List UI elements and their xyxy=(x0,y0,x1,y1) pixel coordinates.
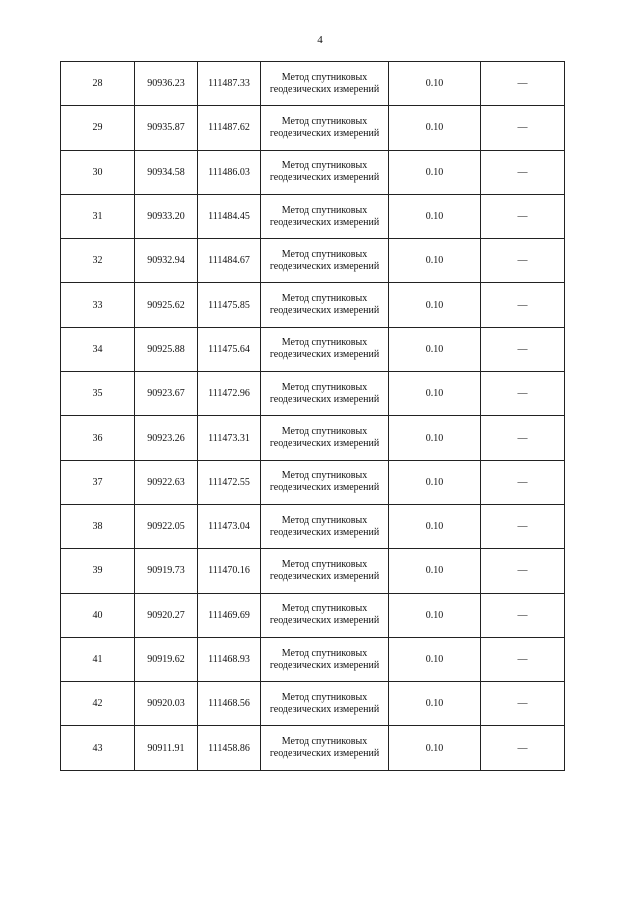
y-coordinate-cell: 111468.93 xyxy=(198,637,261,681)
method-line-1: Метод спутниковых xyxy=(281,736,368,748)
y-coordinate-cell: 111475.64 xyxy=(198,327,261,371)
x-coordinate-cell: 90923.67 xyxy=(135,372,198,416)
method-line-2: геодезических измерений xyxy=(269,615,380,627)
y-coordinate-cell: 111472.55 xyxy=(198,460,261,504)
note-cell: — xyxy=(481,283,565,327)
table-row xyxy=(61,372,565,416)
coordinates-table xyxy=(60,61,565,771)
method-line-1: Метод спутниковых xyxy=(281,71,368,83)
method-line-2: геодезических измерений xyxy=(269,526,380,538)
accuracy-cell: 0.10 xyxy=(389,150,481,194)
x-coordinate-cell: 90911.91 xyxy=(135,726,198,770)
y-coordinate-cell: 111468.56 xyxy=(198,682,261,726)
method-line-1: Метод спутниковых xyxy=(281,603,368,615)
point-number-cell: 37 xyxy=(61,460,135,504)
note-cell: — xyxy=(481,327,565,371)
method-cell xyxy=(261,372,389,416)
point-number-cell: 28 xyxy=(61,62,135,106)
y-coordinate-cell: 111473.31 xyxy=(198,416,261,460)
coordinates-table-body xyxy=(61,62,565,771)
x-coordinate-cell: 90933.20 xyxy=(135,194,198,238)
point-number-cell: 29 xyxy=(61,106,135,150)
accuracy-cell: 0.10 xyxy=(389,106,481,150)
y-coordinate-cell: 111487.33 xyxy=(198,62,261,106)
method-line-2: геодезических измерений xyxy=(269,570,380,582)
note-cell: — xyxy=(481,504,565,548)
note-cell: — xyxy=(481,549,565,593)
x-coordinate-cell: 90925.62 xyxy=(135,283,198,327)
x-coordinate-cell: 90925.88 xyxy=(135,327,198,371)
table-row xyxy=(61,239,565,283)
y-coordinate-cell: 111484.67 xyxy=(198,239,261,283)
method-cell xyxy=(261,682,389,726)
accuracy-cell: 0.10 xyxy=(389,372,481,416)
x-coordinate-cell: 90922.05 xyxy=(135,504,198,548)
method-cell xyxy=(261,327,389,371)
accuracy-cell: 0.10 xyxy=(389,549,481,593)
method-line-1: Метод спутниковых xyxy=(281,647,368,659)
y-coordinate-cell: 111473.04 xyxy=(198,504,261,548)
method-line-2: геодезических измерений xyxy=(269,482,380,494)
method-line-1: Метод спутниковых xyxy=(281,115,368,127)
table-row xyxy=(61,416,565,460)
method-line-1: Метод спутниковых xyxy=(281,204,368,216)
point-number-cell: 38 xyxy=(61,504,135,548)
method-line-2: геодезических измерений xyxy=(269,703,380,715)
note-cell: — xyxy=(481,726,565,770)
method-line-2: геодезических измерений xyxy=(269,349,380,361)
point-number-cell: 42 xyxy=(61,682,135,726)
method-cell xyxy=(261,504,389,548)
table-row xyxy=(61,460,565,504)
y-coordinate-cell: 111484.45 xyxy=(198,194,261,238)
x-coordinate-cell: 90932.94 xyxy=(135,239,198,283)
y-coordinate-cell: 111470.16 xyxy=(198,549,261,593)
note-cell: — xyxy=(481,372,565,416)
method-line-1: Метод спутниковых xyxy=(281,160,368,172)
accuracy-cell: 0.10 xyxy=(389,460,481,504)
y-coordinate-cell: 111472.96 xyxy=(198,372,261,416)
accuracy-cell: 0.10 xyxy=(389,682,481,726)
accuracy-cell: 0.10 xyxy=(389,239,481,283)
table-row xyxy=(61,150,565,194)
method-line-2: геодезических измерений xyxy=(269,305,380,317)
table-row xyxy=(61,504,565,548)
point-number-cell: 31 xyxy=(61,194,135,238)
y-coordinate-cell: 111458.86 xyxy=(198,726,261,770)
x-coordinate-cell: 90919.62 xyxy=(135,637,198,681)
method-line-1: Метод спутниковых xyxy=(281,337,368,349)
point-number-cell: 36 xyxy=(61,416,135,460)
note-cell: — xyxy=(481,62,565,106)
note-cell: — xyxy=(481,416,565,460)
method-cell xyxy=(261,460,389,504)
accuracy-cell: 0.10 xyxy=(389,62,481,106)
x-coordinate-cell: 90935.87 xyxy=(135,106,198,150)
x-coordinate-cell: 90920.03 xyxy=(135,682,198,726)
point-number-cell: 40 xyxy=(61,593,135,637)
accuracy-cell: 0.10 xyxy=(389,593,481,637)
table-row xyxy=(61,593,565,637)
method-cell xyxy=(261,106,389,150)
accuracy-cell: 0.10 xyxy=(389,327,481,371)
method-cell xyxy=(261,726,389,770)
point-number-cell: 39 xyxy=(61,549,135,593)
table-row xyxy=(61,682,565,726)
point-number-cell: 34 xyxy=(61,327,135,371)
point-number-cell: 41 xyxy=(61,637,135,681)
method-line-1: Метод спутниковых xyxy=(281,558,368,570)
method-cell xyxy=(261,637,389,681)
point-number-cell: 30 xyxy=(61,150,135,194)
accuracy-cell: 0.10 xyxy=(389,416,481,460)
method-line-2: геодезических измерений xyxy=(269,393,380,405)
point-number-cell: 33 xyxy=(61,283,135,327)
method-line-2: геодезических измерений xyxy=(269,83,380,95)
accuracy-cell: 0.10 xyxy=(389,637,481,681)
table-row xyxy=(61,549,565,593)
table-row xyxy=(61,194,565,238)
method-line-2: геодезических измерений xyxy=(269,438,380,450)
method-line-1: Метод спутниковых xyxy=(281,293,368,305)
note-cell: — xyxy=(481,194,565,238)
method-cell xyxy=(261,150,389,194)
note-cell: — xyxy=(481,239,565,283)
table-row xyxy=(61,637,565,681)
y-coordinate-cell: 111475.85 xyxy=(198,283,261,327)
y-coordinate-cell: 111487.62 xyxy=(198,106,261,150)
accuracy-cell: 0.10 xyxy=(389,283,481,327)
accuracy-cell: 0.10 xyxy=(389,504,481,548)
note-cell: — xyxy=(481,682,565,726)
point-number-cell: 35 xyxy=(61,372,135,416)
note-cell: — xyxy=(481,460,565,504)
table-row xyxy=(61,283,565,327)
method-line-2: геодезических измерений xyxy=(269,172,380,184)
accuracy-cell: 0.10 xyxy=(389,726,481,770)
method-line-2: геодезических измерений xyxy=(269,260,380,272)
method-line-1: Метод спутниковых xyxy=(281,514,368,526)
method-cell xyxy=(261,416,389,460)
x-coordinate-cell: 90922.63 xyxy=(135,460,198,504)
method-cell xyxy=(261,593,389,637)
method-cell xyxy=(261,62,389,106)
method-line-2: геодезических измерений xyxy=(269,659,380,671)
x-coordinate-cell: 90920.27 xyxy=(135,593,198,637)
method-cell xyxy=(261,194,389,238)
table-row xyxy=(61,726,565,770)
table-row xyxy=(61,62,565,106)
note-cell: — xyxy=(481,637,565,681)
x-coordinate-cell: 90936.23 xyxy=(135,62,198,106)
x-coordinate-cell: 90919.73 xyxy=(135,549,198,593)
x-coordinate-cell: 90934.58 xyxy=(135,150,198,194)
method-line-2: геодезических измерений xyxy=(269,127,380,139)
page-number: 4 xyxy=(317,34,323,46)
accuracy-cell: 0.10 xyxy=(389,194,481,238)
table-row xyxy=(61,327,565,371)
x-coordinate-cell: 90923.26 xyxy=(135,416,198,460)
y-coordinate-cell: 111486.03 xyxy=(198,150,261,194)
method-line-1: Метод спутниковых xyxy=(281,381,368,393)
point-number-cell: 32 xyxy=(61,239,135,283)
note-cell: — xyxy=(481,593,565,637)
method-line-1: Метод спутниковых xyxy=(281,248,368,260)
table-row xyxy=(61,106,565,150)
method-line-1: Метод спутниковых xyxy=(281,691,368,703)
note-cell: — xyxy=(481,106,565,150)
method-line-2: геодезических измерений xyxy=(269,748,380,760)
method-cell xyxy=(261,549,389,593)
note-cell: — xyxy=(481,150,565,194)
method-line-1: Метод спутниковых xyxy=(281,470,368,482)
method-cell xyxy=(261,283,389,327)
point-number-cell: 43 xyxy=(61,726,135,770)
method-line-1: Метод спутниковых xyxy=(281,426,368,438)
method-line-2: геодезических измерений xyxy=(269,216,380,228)
method-cell xyxy=(261,239,389,283)
y-coordinate-cell: 111469.69 xyxy=(198,593,261,637)
